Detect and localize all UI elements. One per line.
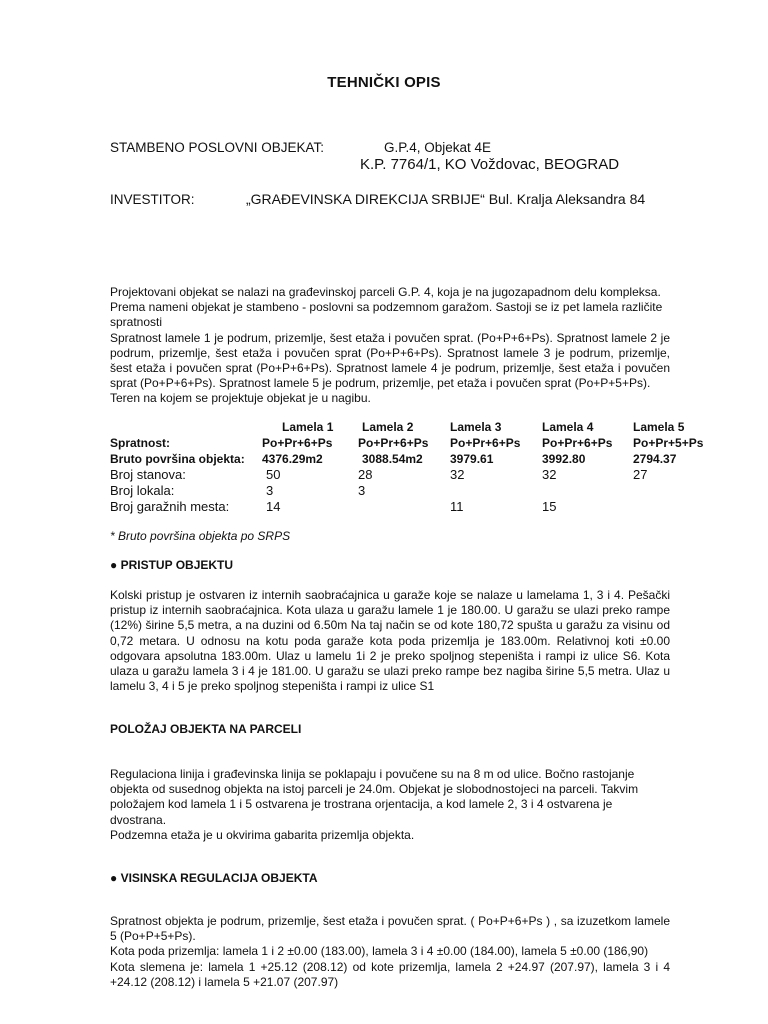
intro-paragraph-2: Spratnost lamele 1 je podrum, prizemlje, šest etaža i povučen sprat. (Po+P+6+Ps). Spratnost lamele 2 je podrum, prizemlje, šest etaža i povučen sprat (Po+P+6+Ps). Spratnost lamele 3 je podrum, prizemlje, šest etaža i povučen sprat (Po+P+6+Ps). Spratnost lamele 4 je podrum, prizemlje, šest etaža i povučen sprat (Po+P+6+Ps). Spratnost lamele 5 je podrum, prizemlje, pet etaža i povučen sprat (Po+P+5+Ps). bbox=[110, 330, 670, 391]
table-header-row bbox=[110, 419, 723, 435]
table-cell: Po+Pr+6+Ps bbox=[262, 436, 333, 450]
table-cell: 32 bbox=[542, 467, 557, 482]
table-cell: Po+Pr+6+Ps bbox=[450, 436, 521, 450]
intro-paragraph-1: Projektovani objekat se nalazi na građevinskoj parceli G.P. 4, koja je na jugozapadnom delu kompleksa. Prema nameni objekat je stambeno - poslovni sa podzemnom garažom. Sastoji se iz pet lamela različite spratnosti bbox=[110, 285, 663, 330]
table-cell: Broj lokala: bbox=[110, 483, 175, 498]
table-cell: 32 bbox=[450, 467, 465, 482]
table-cell bbox=[633, 483, 723, 499]
section-paragraph: Podzemna etaža je u okvirima gabarita prizemlja objekta. bbox=[110, 827, 415, 842]
intro-block bbox=[110, 285, 670, 407]
table-header-cell: Lamela 5 bbox=[633, 420, 685, 434]
section-paragraph: Kota slemena je: lamela 1 +25.12 (208.12) od kote prizemlja, lamela 2 +24.97 (207.97), lamela 3 i 4 +24.12 (208.12) i lamela 5 +21.07 (207.97) bbox=[110, 959, 670, 989]
section-text-pristup: Kolski pristup je ostvaren iz internih saobraćajnica u garaže koje se nalaze u lamelama 1, 3 i 4. Pešački pristup iz internih saobraćajnica. Kota ulaza u garažu lamele 1 je 180.00. U garažu se ulazi preko rampe (12%) širine 5,5 metra, a na duzini od 6.50m Na taj način se od kote 180,72 spušta u garažu za visinu od 0,72 metara. U odnosu na kotu poda garaže kota poda prizemlja je 183.00m. Relativnoj koti ±0.00 odgovara apsolutna 183.00m. Ulaz u lamelu 1i 2 je preko spoljnog stepeništa i rampi iz ulice S6. Kota ulaza u garažu lamela 3 i 4 je 181.00. U garažu se ulazi preko rampe bez nagiba širine 5,5 metra. Ulaz u lamelu 3, 4 i 5 je preko spoljnog stepeništa i rampi iz ulice S1 bbox=[110, 588, 670, 694]
section-body-visinska bbox=[110, 914, 670, 990]
table-cell: 4376.29m2 bbox=[262, 452, 323, 466]
table-cell: Spratnost: bbox=[110, 436, 170, 450]
section-heading-pristup: ● PRISTUP OBJEKTU bbox=[110, 558, 234, 572]
table-cell: 28 bbox=[358, 467, 373, 482]
investor-value: „GRAĐEVINSKA DIREKCIJA SRBIJE“ Bul. Kralja Aleksandra 84 bbox=[246, 191, 646, 207]
section-heading-visinska: ● VISINSKA REGULACIJA OBJEKTA bbox=[110, 871, 318, 885]
table-row bbox=[110, 483, 723, 499]
table-cell: 15 bbox=[542, 499, 557, 514]
section-body-polozaj bbox=[110, 767, 670, 843]
table-cell bbox=[450, 483, 542, 499]
object-value: G.P.4, Objekat 4E bbox=[384, 140, 492, 155]
table-cell: Po+Pr+6+Ps bbox=[358, 436, 429, 450]
table-row bbox=[110, 435, 723, 451]
table-header-cell bbox=[110, 419, 262, 435]
page-title: TEHNIČKI OPIS bbox=[327, 74, 441, 91]
table-cell: 2794.37 bbox=[633, 452, 677, 466]
table-header-cell: Lamela 3 bbox=[450, 420, 502, 434]
section-paragraph: Regulaciona linija i građevinska linija se poklapaju i povučene su na 8 m od ulice. Bočno rastojanje objekta od susednog objekta na istoj parceli je 24.0m. Objekat je slobodnostojeci na parceli. Takvim položajem kod lamela 1 i 5 ostvarena je trostrana orjentacija, a kod lamele 2, 3 i 4 ostvarena je dvostrana. bbox=[110, 767, 639, 827]
table-cell: 50 bbox=[266, 467, 281, 482]
object-label: STAMBENO POSLOVNI OBJEKAT: bbox=[110, 140, 325, 155]
table-cell: 27 bbox=[633, 467, 648, 482]
table-row bbox=[110, 467, 723, 483]
table-cell bbox=[358, 499, 450, 515]
table-cell: 11 bbox=[450, 499, 464, 514]
table-cell: 3979.61 bbox=[450, 452, 494, 466]
table-header-cell: Lamela 4 bbox=[542, 420, 594, 434]
table-cell: Broj garažnih mesta: bbox=[110, 499, 230, 514]
table-cell bbox=[542, 483, 633, 499]
section-heading-polozaj: POLOŽAJ OBJEKTA NA PARCELI bbox=[110, 722, 302, 736]
table-cell: 3088.54m2 bbox=[362, 452, 423, 466]
table-cell bbox=[633, 499, 723, 515]
table-cell: Bruto površina objekta: bbox=[110, 452, 245, 466]
table-cell: 3 bbox=[266, 483, 274, 498]
section-paragraph: Spratnost objekta je podrum, prizemlje, šest etaža i povučen sprat. ( Po+P+6+Ps ) , sa izuzetkom lamele 5 (Po+P+5+Ps). bbox=[110, 914, 670, 944]
section-paragraph: Kota poda prizemlja: lamela 1 i 2 ±0.00 (183.00), lamela 3 i 4 ±0.00 (184.00), lamela 5 ±0.00 (186,90) bbox=[110, 944, 649, 959]
table-cell: 3992.80 bbox=[542, 452, 586, 466]
table-row bbox=[110, 499, 723, 515]
table-cell: Po+Pr+6+Ps bbox=[542, 436, 613, 450]
table-header-cell: Lamela 2 bbox=[362, 420, 414, 434]
table-header-cell: Lamela 1 bbox=[282, 420, 334, 434]
table-cell: 14 bbox=[266, 499, 281, 514]
intro-paragraph-3: Teren na kojem se projektuje objekat je u nagibu. bbox=[110, 391, 371, 406]
table-row bbox=[110, 451, 723, 467]
investor-label: INVESTITOR: bbox=[110, 192, 195, 207]
lamela-table bbox=[110, 419, 723, 515]
object-location: K.P. 7764/1, KO Voždovac, BEOGRAD bbox=[360, 156, 620, 173]
table-cell: Broj stanova: bbox=[110, 467, 186, 482]
table-cell: 3 bbox=[358, 483, 366, 498]
table-footnote: * Bruto površina objekta po SRPS bbox=[110, 529, 291, 543]
table-cell: Po+Pr+5+Ps bbox=[633, 436, 704, 450]
